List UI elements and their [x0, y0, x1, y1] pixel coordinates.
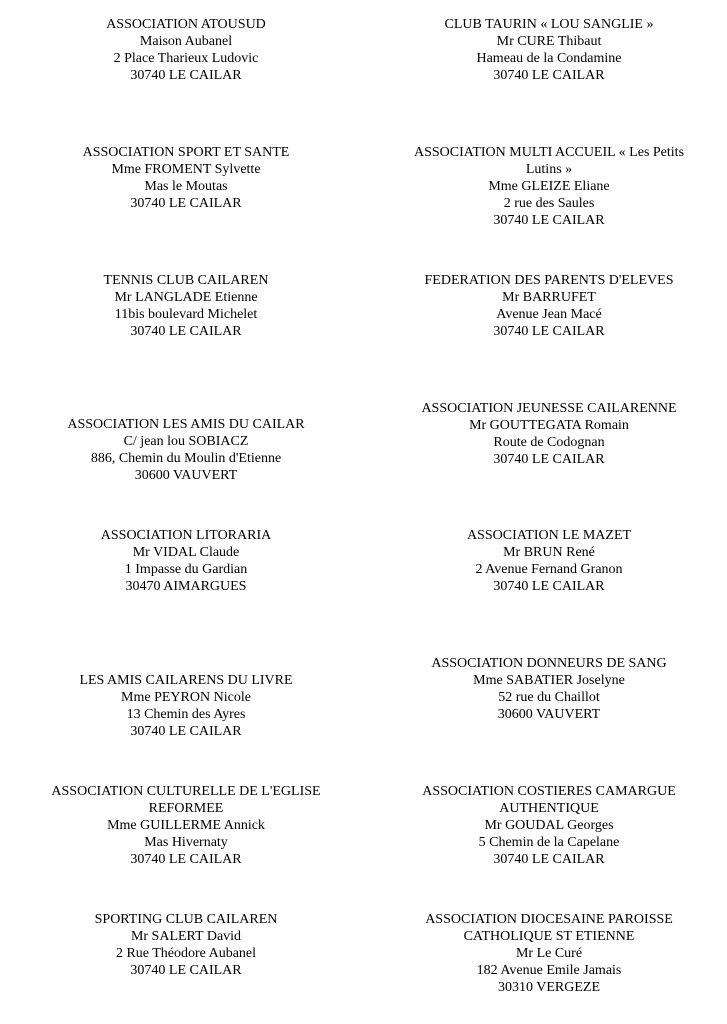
address-line: Route de Codognan [493, 435, 605, 450]
association-name: LES AMIS CAILARENS DU LIVRE [79, 673, 293, 688]
postal-city-line: 30740 LE CAILAR [130, 68, 242, 83]
contact-line: Mr Le Curé [515, 946, 583, 961]
postal-city-line: 30740 LE CAILAR [493, 324, 605, 339]
postal-city-line: 30740 LE CAILAR [130, 324, 242, 339]
association-name: ASSOCIATION LES AMIS DU CAILAR [67, 417, 305, 432]
association-name: ASSOCIATION SPORT ET SANTE [82, 145, 290, 160]
association-name: CLUB TAURIN « LOU SANGLIE » [444, 17, 654, 32]
contact-line: Mme GUILLERME Annick [107, 818, 265, 833]
address-line: 1 Impasse du Gardian [124, 562, 248, 577]
association-name: ASSOCIATION LE MAZET [466, 528, 632, 543]
association-card-amis-cailarens-livre [26, 672, 346, 740]
association-name: SPORTING CLUB CAILAREN [94, 912, 278, 927]
association-card-donneurs-de-sang [390, 655, 708, 723]
contact-line: Mr SALERT David [130, 929, 242, 944]
association-name-continued: AUTHENTIQUE [499, 801, 599, 816]
address-line: 2 Place Tharieux Ludovic [113, 51, 259, 66]
address-line: 5 Chemin de la Capelane [478, 835, 620, 850]
association-card-culturelle-eglise-reformee [26, 783, 346, 868]
association-card-club-taurin [390, 16, 708, 84]
postal-city-line: 30600 VAUVERT [134, 468, 238, 483]
address-line: 2 rue des Saules [503, 196, 595, 211]
association-card-litoraria [26, 527, 346, 595]
contact-line: Mr BARRUFET [502, 290, 596, 305]
association-card-atousud [26, 16, 346, 84]
address-line: Avenue Jean Macé [496, 307, 602, 322]
postal-city-line: 30740 LE CAILAR [493, 852, 605, 867]
postal-city-line: 30600 VAUVERT [497, 707, 601, 722]
association-name-continued: Lutins » [525, 162, 573, 177]
association-card-sporting-club [26, 911, 346, 979]
association-card-multi-accueil [390, 144, 708, 229]
association-card-amis-du-cailar [26, 416, 346, 484]
contact-line: Mme GLEIZE Eliane [488, 179, 610, 194]
contact-line: Mr BRUN René [503, 545, 595, 560]
postal-city-line: 30740 LE CAILAR [493, 213, 605, 228]
association-name: ASSOCIATION DIOCESAINE PAROISSE [425, 912, 673, 927]
contact-line: Mr LANGLADE Etienne [114, 290, 258, 305]
contact-line: Mr VIDAL Claude [132, 545, 240, 560]
address-line: 182 Avenue Emile Jamais [476, 963, 622, 978]
association-name: ASSOCIATION CULTURELLE DE L'EGLISE [51, 784, 321, 799]
association-card-tennis-club [26, 272, 346, 340]
contact-line: Mme PEYRON Nicole [121, 690, 251, 705]
association-card-jeunesse-cailarenne [390, 400, 708, 468]
association-card-le-mazet [390, 527, 708, 595]
association-name: ASSOCIATION LITORARIA [100, 528, 272, 543]
address-line: 52 rue du Chaillot [498, 690, 600, 705]
postal-city-line: 30740 LE CAILAR [493, 579, 605, 594]
postal-city-line: 30470 AIMARGUES [125, 579, 247, 594]
postal-city-line: 30310 VERGEZE [497, 980, 600, 995]
address-line: 886, Chemin du Moulin d'Etienne [90, 451, 282, 466]
address-line: 2 Rue Théodore Aubanel [115, 946, 257, 961]
contact-line: Mme SABATIER Joselyne [473, 673, 625, 688]
address-line: 2 Avenue Fernand Granon [475, 562, 623, 577]
association-name: ASSOCIATION COSTIERES CAMARGUE [422, 784, 676, 799]
contact-line: Mr GOUTTEGATA Romain [469, 418, 629, 433]
postal-city-line: 30740 LE CAILAR [493, 68, 605, 83]
association-name-continued: REFORMEE [148, 801, 224, 816]
postal-city-line: 30740 LE CAILAR [130, 963, 242, 978]
postal-city-line: 30740 LE CAILAR [130, 196, 242, 211]
association-card-diocesaine-paroisse [390, 911, 708, 996]
association-card-parents-eleves [390, 272, 708, 340]
address-line: 11bis boulevard Michelet [114, 307, 258, 322]
association-name-continued: CATHOLIQUE ST ETIENNE [463, 929, 635, 944]
association-name: ASSOCIATION DONNEURS DE SANG [431, 656, 667, 671]
association-card-costieres-camargue [390, 783, 708, 868]
postal-city-line: 30740 LE CAILAR [130, 724, 242, 739]
association-name: ASSOCIATION JEUNESSE CAILARENNE [421, 401, 677, 416]
association-name: TENNIS CLUB CAILAREN [103, 273, 269, 288]
address-line: Mas Hivernaty [144, 835, 228, 850]
address-line: Mas le Moutas [144, 179, 228, 194]
contact-line: Mr GOUDAL Georges [484, 818, 614, 833]
contact-line: Mr CURE Thibaut [496, 34, 602, 49]
postal-city-line: 30740 LE CAILAR [130, 852, 242, 867]
contact-line: Mme FROMENT Sylvette [111, 162, 261, 177]
association-name: ASSOCIATION MULTI ACCUEIL « Les Petits [413, 145, 685, 160]
association-name: ASSOCIATION ATOUSUD [106, 17, 266, 32]
address-line: 13 Chemin des Ayres [126, 707, 246, 722]
contact-line: C/ jean lou SOBIACZ [123, 434, 249, 449]
address-line: Hameau de la Condamine [476, 51, 622, 66]
contact-line: Maison Aubanel [139, 34, 233, 49]
association-card-sport-sante [26, 144, 346, 212]
postal-city-line: 30740 LE CAILAR [493, 452, 605, 467]
association-name: FEDERATION DES PARENTS D'ELEVES [424, 273, 674, 288]
